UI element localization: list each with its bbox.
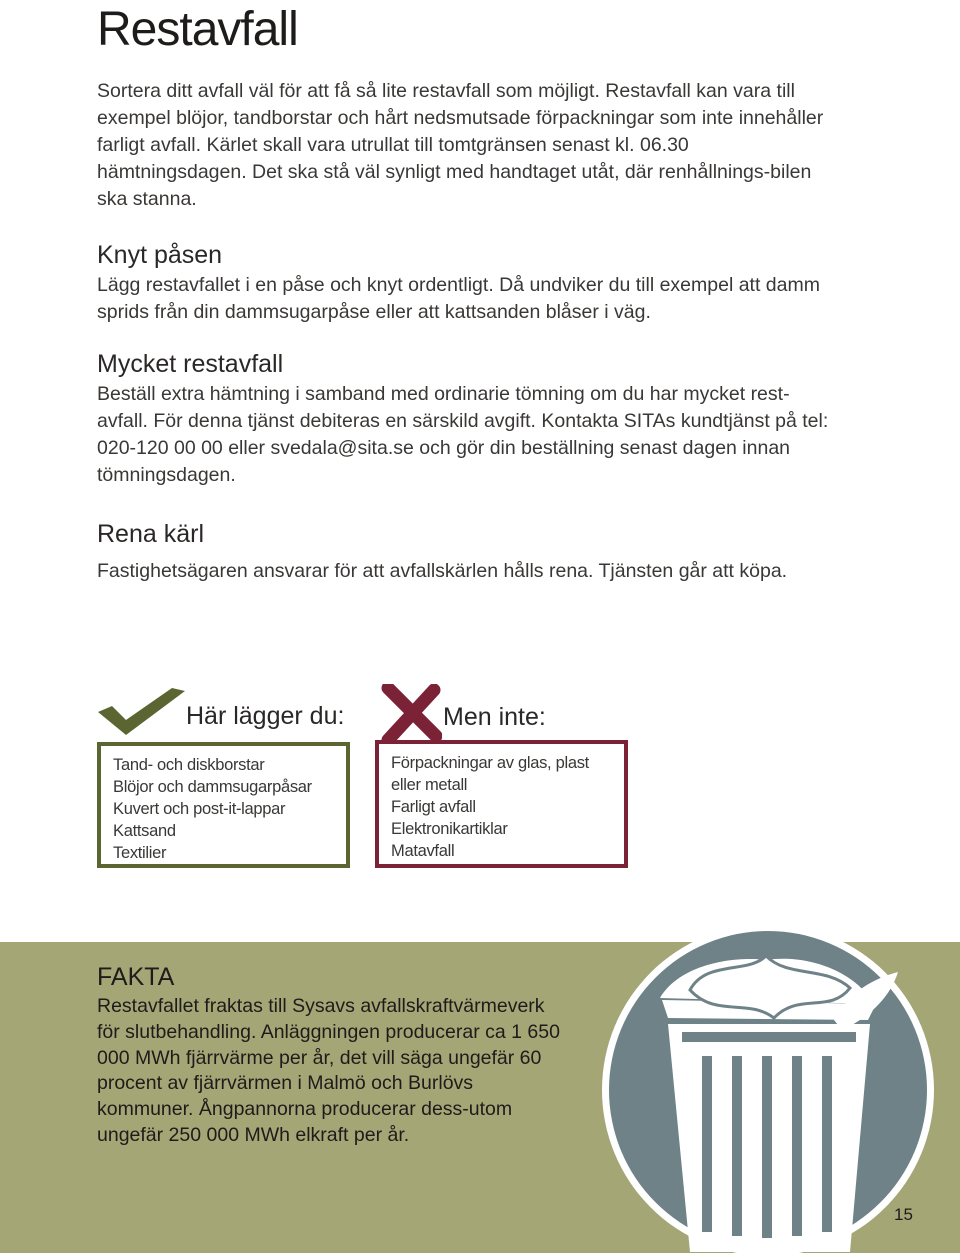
allowed-box [97,742,350,868]
allowed-item: Blöjor och dammsugarpåsar [113,778,312,796]
not-allowed-item: Förpackningar av glas, plast eller metall [391,754,589,794]
not-allowed-item: Elektronikartiklar [391,820,508,838]
fakta-text: Restavfallet fraktas till Sysavs avfallskraftvärmeverk för slutbehandling. Anläggningen producerar ca 1 650 000 MWh fjärrvärme per år, det vill säga ungefär 60 procent av fjärrvärmen i Malmö och Burlövs kommuner. Ångpannorna producerar dess-utom ungefär 250 000 MWh elkraft per år. [97,995,560,1146]
check-icon [96,686,186,736]
allowed-item: Textilier [113,844,167,862]
page-number: 15 [894,1205,913,1224]
mycket-paragraph: Beställ extra hämtning i samband med ordinarie tömning om du har mycket rest-avfall. För denna tjänst debiteras en särskild avgift. Kontakta SITAs kundtjänst på tel: 020-120 00 00 eller svedala@sita.se och gör din beställning senast dagen innan tömningsdagen. [97,383,829,486]
knyt-heading: Knyt påsen [97,241,223,269]
rena-paragraph: Fastighetsägaren ansvarar för att avfallskärlen hålls rena. Tjänsten går att köpa. [97,560,788,582]
not-allowed-box [375,740,628,868]
rena-heading: Rena kärl [97,520,204,548]
allowed-item: Kuvert och post-it-lappar [113,800,286,818]
allowed-title: Här lägger du: [186,702,345,730]
intro-paragraph: Sortera ditt avfall väl för att få så lite restavfall som möjligt. Restavfall kan vara till exempel blöjor, tandborstar och hårt nedsmutsade förpackningar som inte innehåller farligt avfall. Kärlet skall vara utrullat till tomtgränsen senast kl. 06.30 hämtningsdagen. Det ska stå väl synligt med handtaget utåt, där renhållnings-bilen ska stanna. [97,80,824,210]
not-allowed-item: Farligt avfall [391,798,476,816]
trash-bin-icon [598,920,938,1260]
not-allowed-title: Men inte: [443,703,546,731]
cross-icon [380,684,442,744]
page-title: Restavfall [97,3,298,56]
not-allowed-item: Matavfall [391,842,455,860]
fakta-heading: FAKTA [97,963,175,991]
mycket-heading: Mycket restavfall [97,350,284,378]
allowed-item: Tand- och diskborstar [113,756,265,774]
allowed-item: Kattsand [113,822,176,840]
knyt-paragraph: Lägg restavfallet i en påse och knyt ordentligt. Då undviker du till exempel att damm sprids från din dammsugarpåse eller att kattsanden blåser i väg. [97,274,820,323]
